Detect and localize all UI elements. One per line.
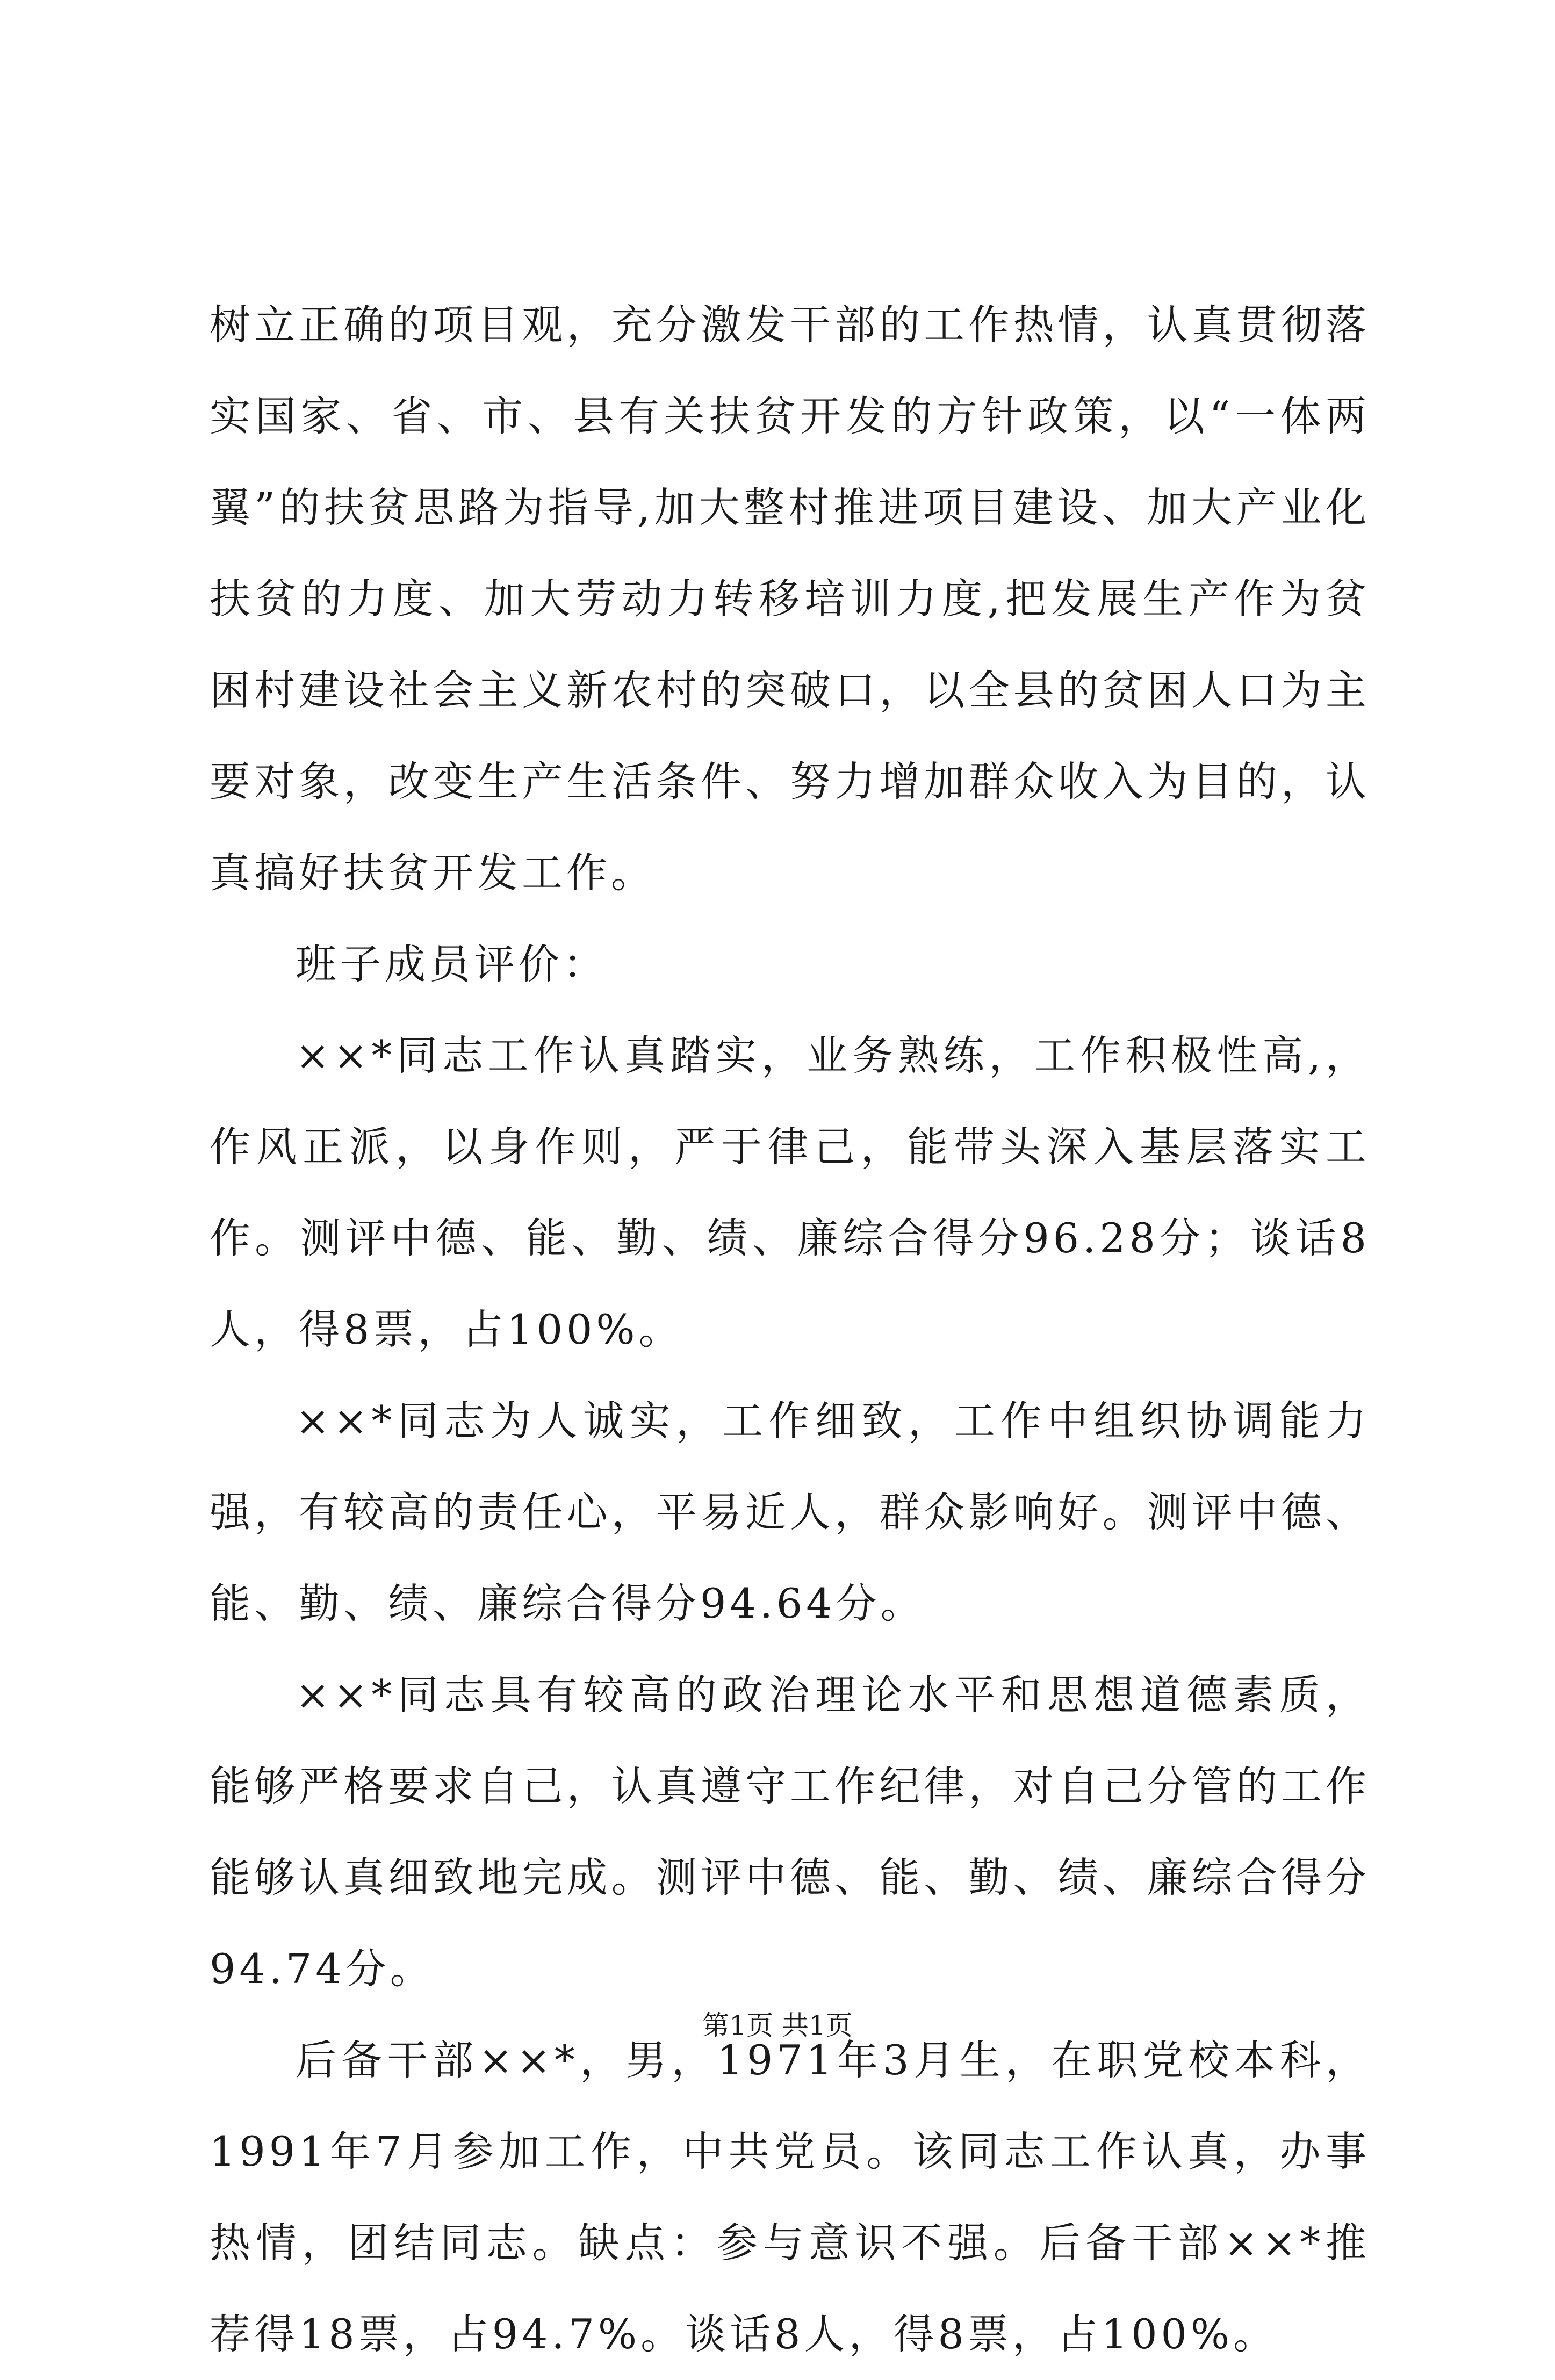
- document-body: [210, 279, 1370, 2380]
- paragraph-member-2: ××*同志为人诚实，工作细致，工作中组织协调能力强，有较高的责任心，平易近人，群众影响好。测评中德、能、勤、绩、廉综合得分94.64分。: [210, 1397, 1370, 1627]
- paragraph-reserve-cadre: 后备干部××*，男，1971年3月生，在职党校本科，1991年7月参加工作，中共党员。该同志工作认真，办事热情，团结同志。缺点：参与意识不强。后备干部××*推荐得18票，占94.7%。谈话8人，得8票，占100%。: [210, 2036, 1370, 2358]
- paragraph-policy: 树立正确的项目观，充分激发干部的工作热情，认真贯彻落实国家、省、市、县有关扶贫开发的方针政策，以“一体两翼”的扶贫思路为指导,加大整村推进项目建设、加大产业化扶贫的力度、加大劳动力转移培训力度,把发展生产作为贫困村建设社会主义新农村的突破口，以全县的贫困人口为主要对象，改变生产生活条件、努力增加群众收入为目的，认真搞好扶贫开发工作。: [210, 301, 1370, 897]
- paragraph-member-3: ××*同志具有较高的政治理论水平和思想道德素质，能够严格要求自己，认真遵守工作纪律，对自己分管的工作能够认真细致地完成。测评中德、能、勤、绩、廉综合得分94.74分。: [210, 1671, 1370, 1993]
- paragraph-member-1: ××*同志工作认真踏实，业务熟练，工作积极性高,，作风正派，以身作则，严于律己，能带头深入基层落实工作。测评中德、能、勤、绩、廉综合得分96.28分；谈话8人，得8票，占100%。: [210, 1032, 1370, 1353]
- page-footer: 第1页 共1页: [702, 2010, 853, 2041]
- paragraph-team-evaluation-heading: 班子成员评价：: [296, 940, 608, 988]
